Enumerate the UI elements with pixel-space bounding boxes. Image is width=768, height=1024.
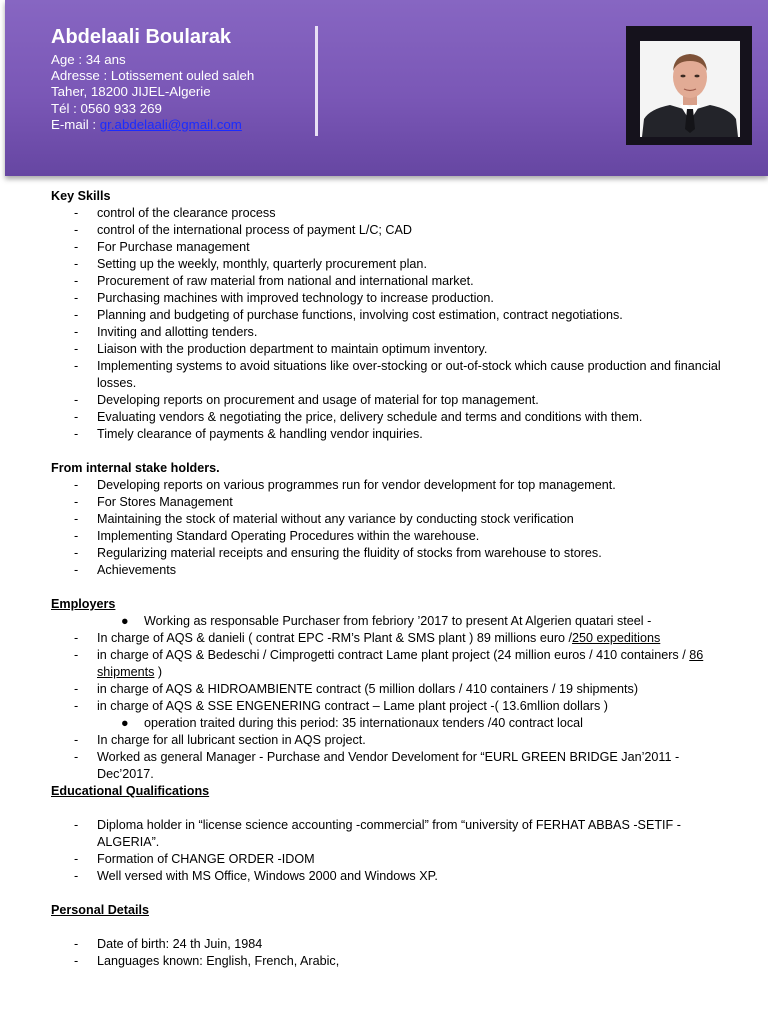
list-item: - Liaison with the production department to maintain optimum inventory. <box>74 342 488 356</box>
personal-heading: Personal Details <box>51 903 149 917</box>
stakeholders-heading: From internal stake holders. <box>51 461 220 475</box>
dash-marker: - <box>74 529 79 543</box>
list-item: - Maintaining the stock of material without any variance by conducting stock verification <box>74 512 574 526</box>
list-item: - Developing reports on procurement and usage of material for top management. <box>74 393 539 407</box>
spacer <box>51 443 731 460</box>
list-item: - Date of birth: 24 th Juin, 1984 <box>74 937 263 951</box>
list-item: - Evaluating vendors & negotiating the price, delivery schedule and terms and conditions with them. <box>74 410 643 424</box>
education-heading: Educational Qualifications <box>51 784 210 798</box>
dash-marker: - <box>74 410 79 424</box>
photo-portrait <box>640 41 740 137</box>
list-item: - Formation of CHANGE ORDER -IDOM <box>74 852 315 866</box>
dash-marker: - <box>74 512 79 526</box>
list-item: ● operation traited during this period: 35 internationaux tenders /40 contract local <box>121 716 583 730</box>
dash-marker: - <box>74 274 79 288</box>
dash-marker: - <box>74 308 79 322</box>
email-link[interactable]: gr.abdelaali@gmail.com <box>99 116 242 132</box>
list-item: - Achievements <box>74 563 177 577</box>
list-item: - Setting up the weekly, monthly, quarterly procurement plan. <box>74 257 427 271</box>
list-item: - Implementing Standard Operating Procedures within the warehouse. <box>74 529 480 543</box>
contact-block <box>51 24 254 133</box>
dash-marker: - <box>74 631 79 645</box>
dash-marker: - <box>74 682 79 696</box>
dash-marker: - <box>74 206 79 220</box>
dash-marker: - <box>74 342 79 356</box>
dash-marker: - <box>74 223 79 237</box>
email-label: E-mail : <box>51 116 100 132</box>
resume-body <box>51 188 731 970</box>
dash-marker: - <box>74 427 79 441</box>
list-item: ● Working as responsable Purchaser from febriory ’2017 to present At Algerien quatari steel - <box>121 614 652 628</box>
list-item: - Languages known: English, French, Arabic, <box>74 954 340 968</box>
email-row <box>51 117 254 133</box>
list-item: - Procurement of raw material from national and international market. <box>74 274 474 288</box>
stakeholders-list <box>51 477 731 579</box>
spacer <box>51 885 731 902</box>
list-item: - in charge of AQS & Bedeschi / Cimprogetti contract Lame plant project (24 million euros / 410 containers / 86 shipments ) <box>74 648 704 679</box>
list-item: - Purchasing machines with improved technology to increase production. <box>74 291 494 305</box>
list-item: - Well versed with MS Office, Windows 2000 and Windows XP. <box>74 869 438 883</box>
dash-marker: - <box>74 750 79 764</box>
header-divider <box>315 26 318 136</box>
list-item: - Planning and budgeting of purchase functions, involving cost estimation, contract negotiations. <box>74 308 623 322</box>
list-item: - control of the clearance process <box>74 206 276 220</box>
list-item: - control of the international process of payment L/C; CAD <box>74 223 413 237</box>
dash-marker: - <box>74 240 79 254</box>
list-item: - For Stores Management <box>74 495 233 509</box>
dash-marker: - <box>74 648 79 662</box>
profile-photo <box>626 26 752 145</box>
dash-marker: - <box>74 954 79 968</box>
dash-marker: - <box>74 291 79 305</box>
list-item: - Regularizing material receipts and ensuring the fluidity of stocks from warehouse to stores. <box>74 546 602 560</box>
list-item: - Timely clearance of payments & handling vendor inquiries. <box>74 427 423 441</box>
dash-marker: - <box>74 257 79 271</box>
dash-marker: - <box>74 478 79 492</box>
phone: Tél : 0560 933 269 <box>51 100 162 116</box>
dash-marker: - <box>74 325 79 339</box>
personal-list <box>51 936 731 970</box>
employers-list <box>51 613 731 783</box>
list-item: - In charge of AQS & danieli ( contrat EPC -RM’s Plant & SMS plant ) 89 millions euro /250 expeditions <box>74 631 661 645</box>
list-item: - Developing reports on various programmes run for vendor development for top management. <box>74 478 616 492</box>
dash-marker: - <box>74 733 79 747</box>
dash-marker: - <box>74 818 79 832</box>
list-item: - in charge of AQS & HIDROAMBIENTE contract (5 million dollars / 410 containers / 19 shipments) <box>74 682 639 696</box>
dash-marker: - <box>74 852 79 866</box>
education-list <box>51 817 731 885</box>
key-skills-list <box>51 205 731 443</box>
list-item: - Implementing systems to avoid situations like over-stocking or out-of-stock which cause production and financial losses. <box>74 359 721 390</box>
spacer <box>51 800 731 817</box>
employers-heading: Employers <box>51 597 116 611</box>
candidate-name: Abdelaali Boularak <box>51 26 232 48</box>
bullet-marker: ● <box>121 716 129 730</box>
header-banner <box>5 0 768 176</box>
dash-marker: - <box>74 359 79 373</box>
dash-marker: - <box>74 937 79 951</box>
list-item: - Inviting and allotting tenders. <box>74 325 258 339</box>
dash-marker: - <box>74 869 79 883</box>
list-item: - in charge of AQS & SSE ENGENERING contract – Lame plant project -( 13.6mllion dollars ) <box>74 699 608 713</box>
bullet-marker: ● <box>121 614 129 628</box>
list-item: - Worked as general Manager - Purchase and Vendor Develoment for “EURL GREEN BRIDGE Jan’2011 - Dec’2017. <box>74 750 680 781</box>
address-line-2: Taher, 18200 JIJEL-Algerie <box>51 84 211 100</box>
list-item: - Diploma holder in “license science accounting -commercial” from “university of FERHAT ABBAS -SETIF -ALGERIA”. <box>74 818 681 849</box>
dash-marker: - <box>74 393 79 407</box>
spacer <box>51 919 731 936</box>
list-item: - For Purchase management <box>74 240 250 254</box>
dash-marker: - <box>74 546 79 560</box>
spacer <box>51 579 731 596</box>
dash-marker: - <box>74 495 79 509</box>
dash-marker: - <box>74 563 79 577</box>
key-skills-heading: Key Skills <box>51 189 111 203</box>
address-line-1: Adresse : Lotissement ouled saleh <box>51 68 255 84</box>
dash-marker: - <box>74 699 79 713</box>
list-item: - In charge for all lubricant section in AQS project. <box>74 733 366 747</box>
age: Age : 34 ans <box>51 52 126 67</box>
